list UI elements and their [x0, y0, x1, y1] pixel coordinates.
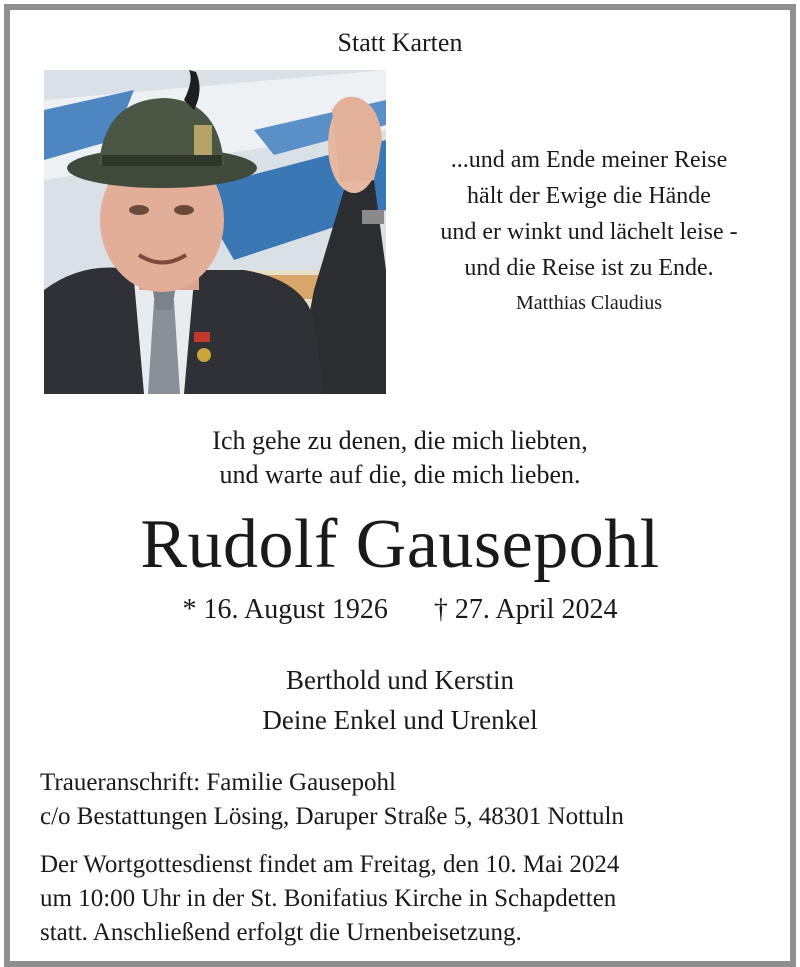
- service-line: statt. Anschließend erfolgt die Urnenbeisetzung.: [40, 919, 522, 946]
- mourners-block: [10, 660, 790, 740]
- death-date: † 27. April 2024: [433, 594, 618, 625]
- portrait-illustration: [44, 70, 386, 394]
- poem-line: und er winkt und lächelt leise -: [440, 219, 738, 245]
- service-line: um 10:00 Uhr in der St. Bonifatius Kirche in Schapdetten: [40, 885, 617, 912]
- condolence-address: [40, 766, 780, 834]
- header-statt-karten: Statt Karten: [337, 28, 463, 57]
- poem-line: ...und am Ende meiner Reise: [450, 147, 728, 173]
- deceased-name: Rudolf Gausepohl: [140, 506, 660, 583]
- motto-line: und warte auf die, die mich lieben.: [219, 460, 581, 489]
- poem-author: Matthias Claudius: [515, 292, 663, 314]
- poem-line: und die Reise ist zu Ende.: [464, 255, 714, 281]
- address-line: c/o Bestattungen Lösing, Daruper Straße 5, 48301 Nottuln: [40, 803, 624, 830]
- address-line: Traueranschrift: Familie Gausepohl: [40, 769, 396, 796]
- poem-block: [394, 142, 784, 320]
- life-dates: [10, 592, 790, 628]
- mourner-line: Deine Enkel und Urenkel: [262, 705, 538, 735]
- obituary-notice: [4, 4, 796, 967]
- poem-line: hält der Ewige die Hände: [467, 183, 711, 209]
- mourner-line: Berthold und Kerstin: [286, 665, 514, 695]
- service-line: Der Wortgottesdienst findet am Freitag, den 10. Mai 2024: [40, 851, 620, 878]
- birth-date: * 16. August 1926: [182, 594, 388, 625]
- service-info: [40, 848, 780, 950]
- motto-line: Ich gehe zu denen, die mich liebten,: [212, 426, 588, 455]
- deceased-photo: [44, 70, 386, 394]
- motto-block: [10, 424, 790, 492]
